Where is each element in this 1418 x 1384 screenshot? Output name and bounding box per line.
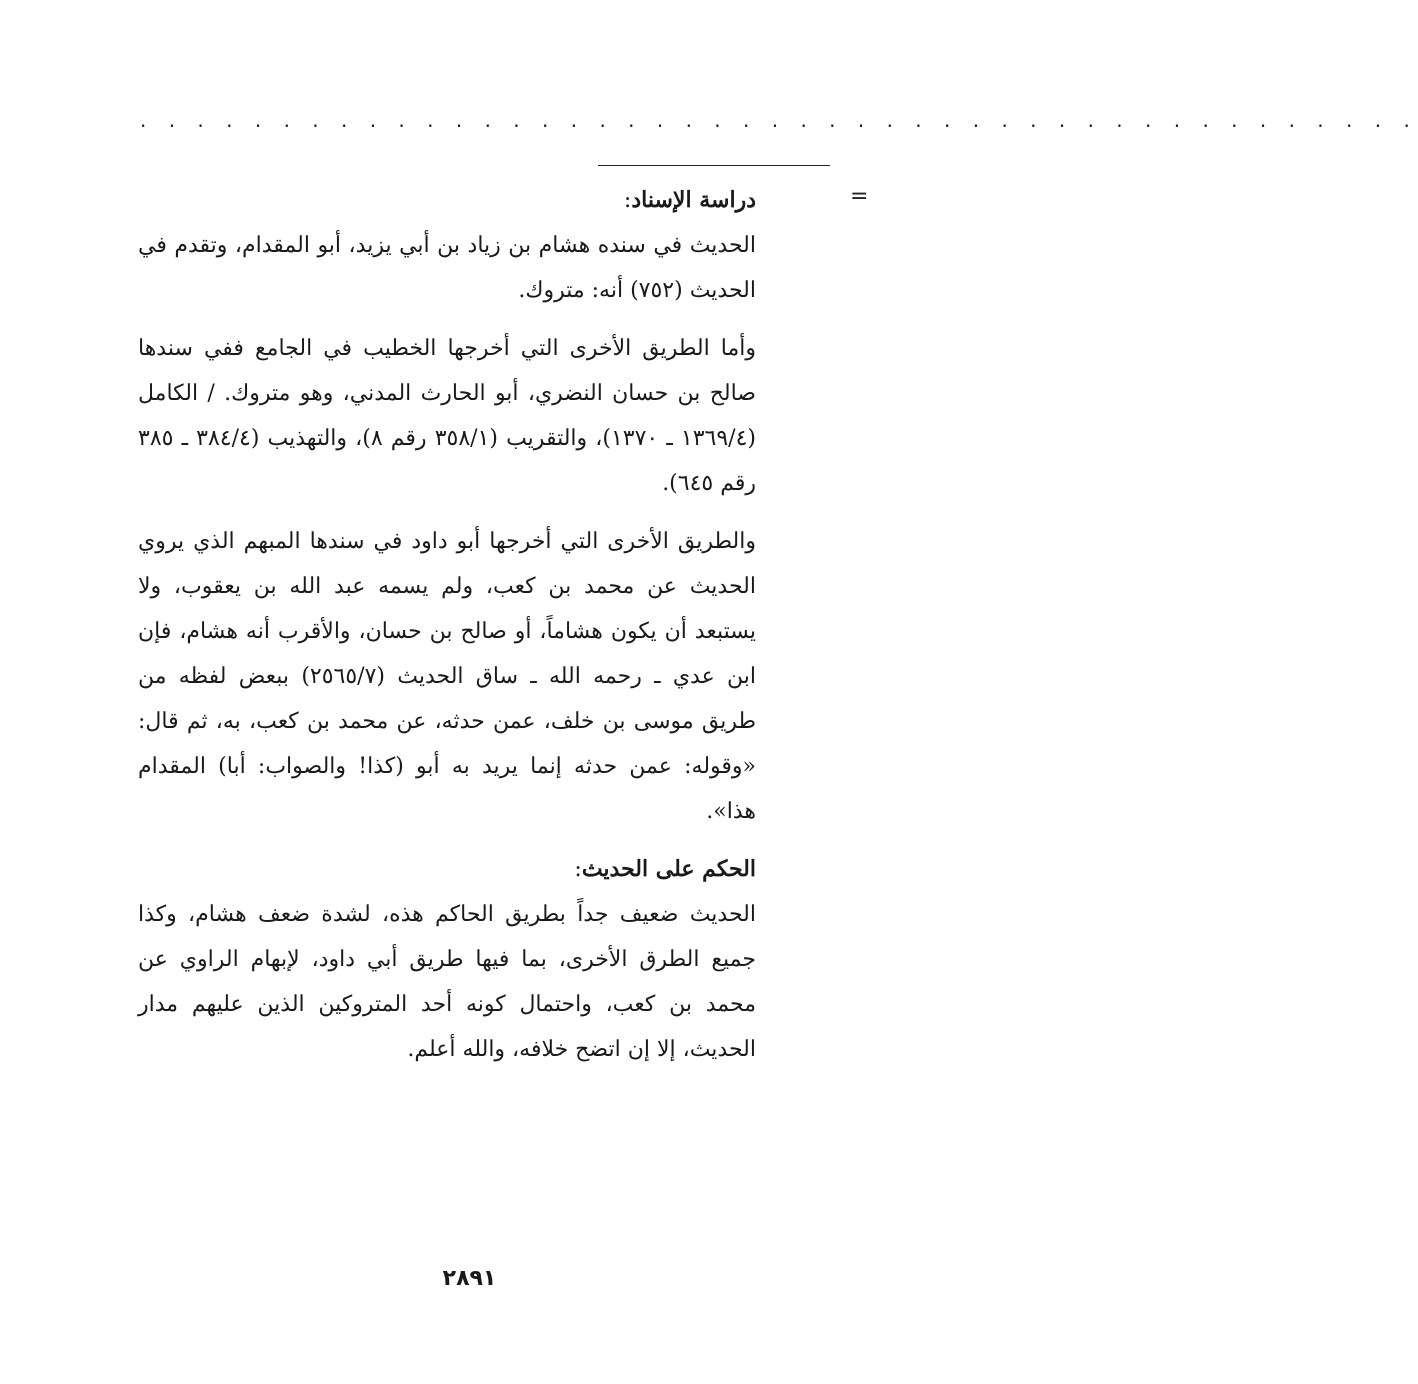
- heading-colon: :: [574, 857, 582, 882]
- paragraph-isnad-1: الحديث في سنده هشام بن زياد بن أبي يزيد، أبو المقدام، وتقدم في الحديث (٧٥٢) أنه: متروك.: [138, 233, 756, 303]
- paragraph-isnad-2: وأما الطريق الأخرى التي أخرجها الخطيب في الجامع ففي سندها صالح بن حسان النضري، أبو الحارث المدني، وهو متروك. / الكامل (١٣٦٩/٤ ـ ١٣٧٠)، والتقريب (٣٥٨/١ رقم ٨)، والتهذيب (٣٨٤/٤ ـ ٣٨٥ رقم ٦٤٥).: [138, 336, 756, 496]
- paragraph-isnad-3: والطريق الأخرى التي أخرجها أبو داود في سندها المبهم الذي يروي الحديث عن محمد بن كعب، ولم يسمه عبد الله بن يعقوب، ولا يستبعد أن يكون هشاماً، أو صالح بن حسان، والأقرب أنه هشام، فإن ابن عدي ـ رحمه الله ـ ساق الحديث (٢٥٦٥/٧) ببعض لفظه من طريق موسى بن خلف، عمن حدثه، عن محمد بن كعب، به، ثم قال: «وقوله: عمن حدثه إنما يريد به أبو (كذا! والصواب: أبا) المقدام هذا».: [138, 529, 756, 824]
- page-body: [138, 178, 756, 1085]
- footnote-separator-rule: [598, 165, 830, 166]
- continuation-marker: =: [850, 184, 869, 209]
- heading-colon: :: [623, 188, 632, 213]
- page-number: ٢٨٩١: [442, 1266, 497, 1291]
- paragraph-ruling-1: الحديث ضعيف جداً بطريق الحاكم هذه، لشدة ضعف هشام، وكذا جميع الطرق الأخرى، بما فيها طريق أبي داود، لإبهام الراوي عن محمد بن كعب، واحتمال كونه أحد المتروكين الذين عليهم مدار الحديث، إلا إن اتضح خلافه، والله أعلم.: [138, 902, 756, 1062]
- header-dotted-line: . . . . . . . . . . . . . . . . . . . . . . . . . . . . . . . . . . . . . . . . . . . . .: [140, 108, 1418, 132]
- section-heading-isnad-study: [138, 178, 756, 223]
- heading-text: الحكم على الحديث: [581, 856, 756, 882]
- heading-text: دراسة الإسناد: [631, 187, 756, 213]
- section-heading-hadith-ruling: [138, 847, 756, 892]
